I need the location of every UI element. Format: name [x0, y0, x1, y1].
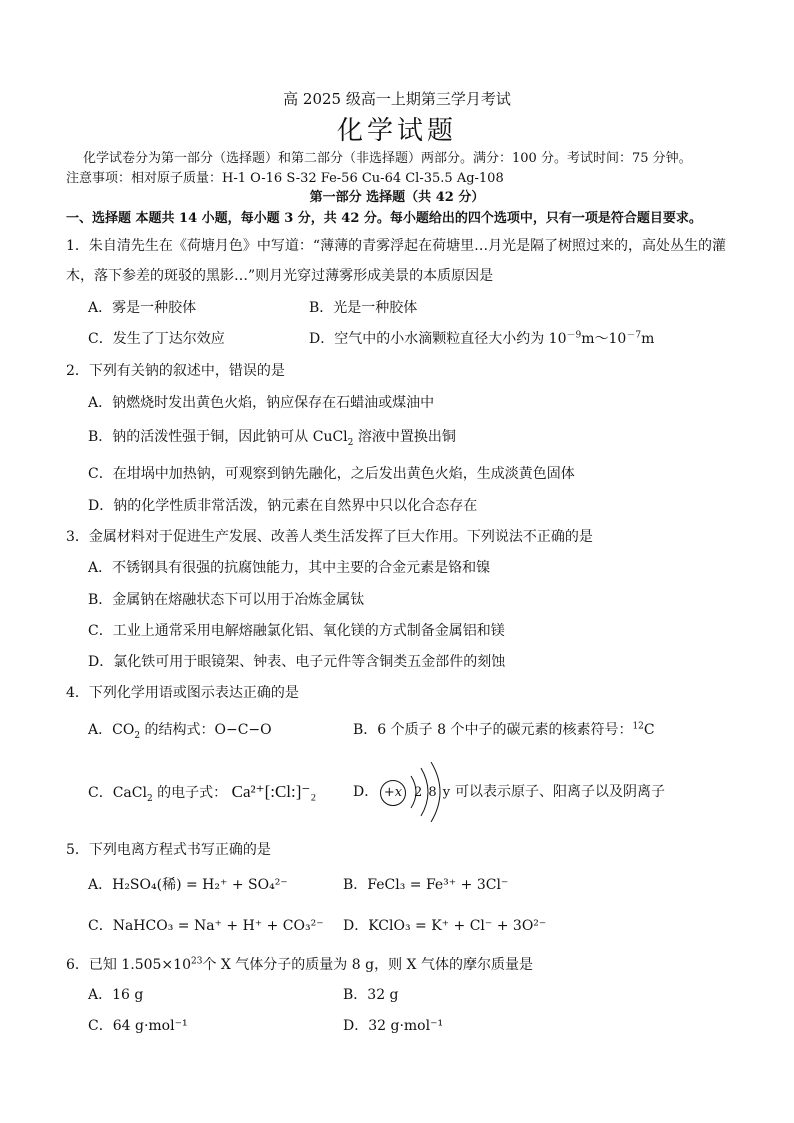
cacl2-electron-formula: Ca²⁺[:Cl:]⁻₂: [231, 782, 317, 801]
q3-option-b: B．金属钠在熔融状态下可以用于冶炼金属钛: [88, 592, 365, 608]
q1-option-a: A．雾是一种胶体: [88, 300, 197, 316]
exam-intro: 化学试卷分为第一部分（选择题）和第二部分（非选择题）两部分。满分：100 分。考试时间：75 分钟。: [83, 151, 692, 166]
q3-option-a: A．不锈钢具有很强的抗腐蚀能力，其中主要的合金元素是铬和镍: [88, 560, 491, 576]
q5-option-c: C．NaHCO₃ = Na⁺ + H⁺ + CO₃²⁻: [88, 918, 324, 934]
q1-stem-line1: 1．朱自清先生在《荷塘月色》中写道：“薄薄的青雾浮起在荷塘里…月光是隔了树照过来的，高处丛生的灌: [66, 238, 727, 254]
q1-option-c: C．发生了丁达尔效应: [88, 331, 225, 347]
q2-stem: 2．下列有关钠的叙述中，错误的是: [66, 363, 285, 379]
q5-option-d: D．KClO₃ = K⁺ + Cl⁻ + 3O²⁻: [343, 918, 547, 934]
section-instruction: 一、选择题 本题共 14 小题，每小题 3 分，共 42 分。每小题给出的四个选项中，只有一项是符合题目要求。: [66, 211, 702, 226]
q3-option-d: D．氯化铁可用于眼镜架、钟表、电子元件等含铜类五金部件的刻蚀: [88, 654, 506, 670]
q4-option-c: C．CaCl$_2$ 的电子式： Ca²⁺[:Cl:]⁻₂: [88, 782, 317, 804]
electron-shell-counts: 2 8 y: [414, 785, 451, 800]
subject-title: 化学试题: [336, 116, 457, 146]
atom-nucleus-icon: +x: [380, 780, 406, 806]
q2-option-d: D．钠的化学性质非常活泼，钠元素在自然界中只以化合态存在: [88, 498, 478, 514]
q6-option-a: A．16 g: [88, 987, 144, 1003]
q1-stem-line2: 木，落下参差的斑驳的黑影…”则月光穿过薄雾形成美景的本质原因是: [66, 268, 494, 284]
section-title: 第一部分 选择题（共 42 分）: [309, 190, 485, 205]
exam-notes: 注意事项：相对原子质量：H-1 O-16 S-32 Fe-56 Cu-64 Cl-35.5 Ag-108: [66, 171, 504, 186]
q2-option-c: C．在坩埚中加热钠，可观察到钠先融化，之后发出黄色火焰，生成淡黄色固体: [88, 466, 575, 482]
q4-option-d-label: D．: [353, 784, 379, 800]
q5-option-a: A．H₂SO₄(稀) = H₂⁺ + SO₄²⁻: [88, 877, 288, 893]
q3-option-c: C．工业上通常采用电解熔融氯化铝、氧化镁的方式制备金属铝和镁: [88, 623, 505, 639]
q5-stem: 5．下列电离方程式书写正确的是: [66, 842, 271, 858]
q6-option-d: D．32 g·mol⁻¹: [343, 1018, 444, 1034]
q6-option-c: C．64 g·mol⁻¹: [88, 1018, 188, 1034]
exam-title: 高 2025 级高一上期第三学月考试: [283, 90, 511, 108]
q6-option-b: B．32 g: [343, 987, 399, 1003]
q4-option-a: A．$CO_2$ 的结构式：O−C−O: [88, 722, 272, 741]
q4-option-d-text: 可以表示原子、阳离子以及阴离子: [455, 784, 665, 800]
q1-option-b: B．光是一种胶体: [309, 300, 418, 316]
q2-option-b: B．钠的活泼性强于铜，因此钠可从 CuCl$_2$ 溶液中置换出铜: [88, 429, 456, 448]
q4-stem: 4．下列化学用语或图示表达正确的是: [66, 685, 299, 701]
q6-stem: 6．已知 $1.505\times 10^{23}$个 X 气体分子的质量为 8 g，则 X 气体的摩尔质量是: [66, 956, 533, 973]
q4-option-b: B．6 个质子 8 个中子的碳元素的核素符号：$^{12}$C: [353, 721, 655, 738]
q5-option-b: B．FeCl₃ = Fe³⁺ + 3Cl⁻: [343, 877, 509, 893]
q1-option-d: D．空气中的小水滴颗粒直径大小约为 $10^{-9}m\sim 10^{-7}m$: [309, 330, 655, 347]
q2-option-a: A．钠燃烧时发出黄色火焰，钠应保存在石蜡油或煤油中: [88, 395, 435, 411]
q3-stem: 3．金属材料对于促进生产发展、改善人类生活发挥了巨大作用。下列说法不正确的是: [66, 529, 593, 545]
